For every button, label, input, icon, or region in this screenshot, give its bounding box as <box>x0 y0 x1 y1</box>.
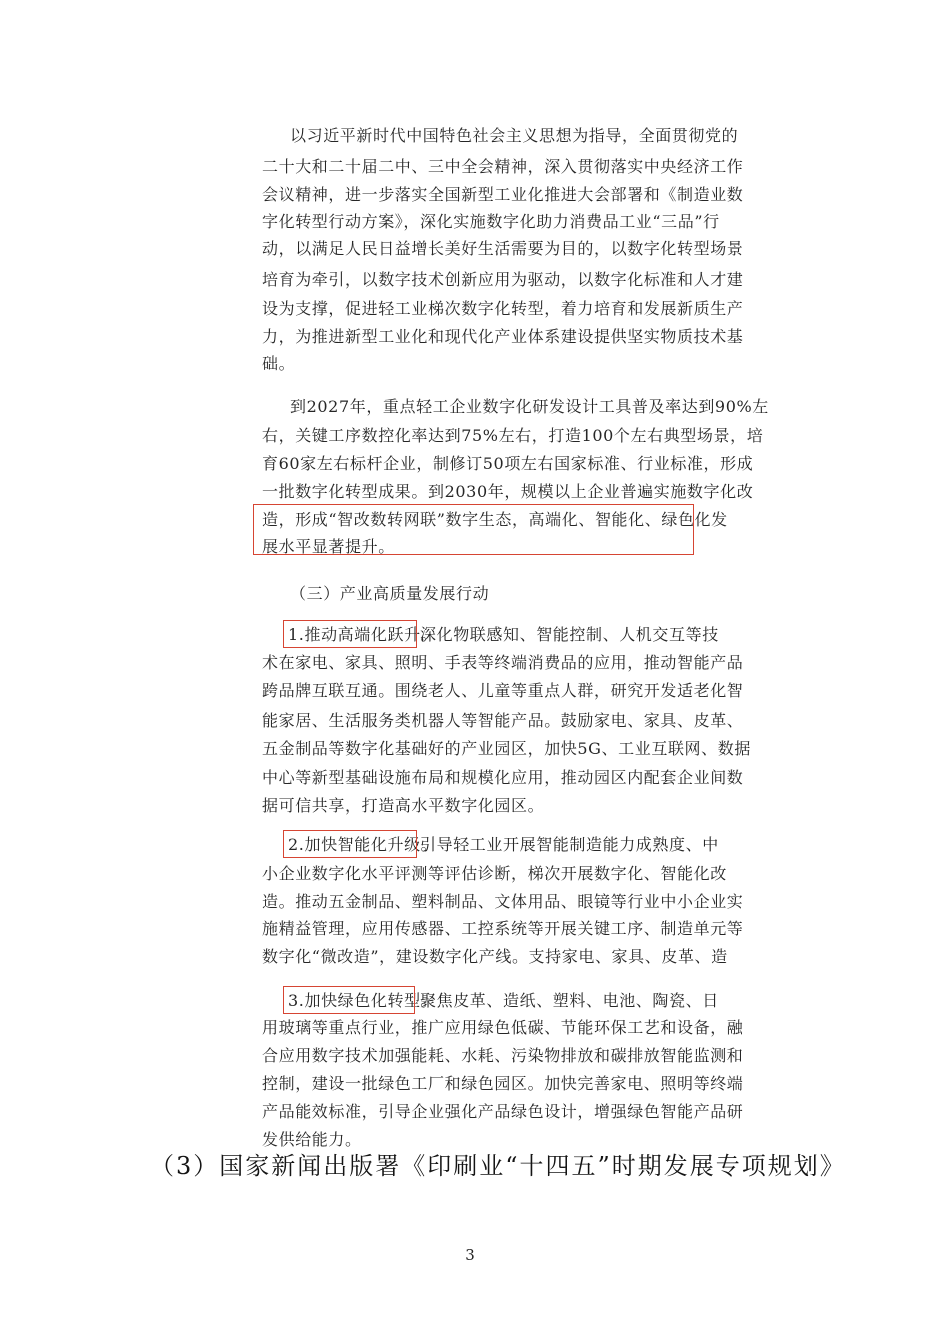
text-line: 术在家电、家具、照明、手表等终端消费品的应用，推动智能产品 <box>262 653 744 672</box>
text-line: 础。 <box>262 354 296 373</box>
text-line: 动，以满足人民日益增长美好生活需要为目的，以数字化转型场景 <box>262 239 744 258</box>
item-label: 3.加快绿色化转型。 <box>288 991 438 1010</box>
text-line: 小企业数字化水平评测等评估诊断，梯次开展数字化、智能化改 <box>262 864 727 883</box>
text-line: 跨品牌互联互通。围绕老人、儿童等重点人群，研究开发适老化智 <box>262 681 744 700</box>
item-label: 2.加快智能化升级。 <box>288 835 438 854</box>
text-line: 一批数字化转型成果。到2030年，规模以上企业普遍实施数字化改 <box>262 482 754 501</box>
text-line: 到2027年，重点轻工企业数字化研发设计工具普及率达到90%左 <box>290 397 769 416</box>
text-line: 发供给能力。 <box>262 1130 362 1149</box>
highlight-box <box>283 830 417 858</box>
highlight-box <box>283 986 415 1014</box>
text-line: 二十大和二十届二中、三中全会精神，深入贯彻落实中央经济工作 <box>262 157 744 176</box>
highlight-box <box>253 504 694 555</box>
section-heading: （三）产业高质量发展行动 <box>290 584 490 603</box>
text-line: 能家居、生活服务类机器人等智能产品。鼓励家电、家具、皮革、 <box>262 711 744 730</box>
text-line: 合应用数字技术加强能耗、水耗、污染物排放和碳排放智能监测和 <box>262 1046 744 1065</box>
item-label: 1.推动高端化跃升。 <box>288 625 438 644</box>
text-line: 施精益管理，应用传感器、工控系统等开展关键工序、制造单元等 <box>262 919 744 938</box>
page-number: 3 <box>465 1246 475 1264</box>
text-line: 会议精神，进一步落实全国新型工业化推进大会部署和《制造业数 <box>262 185 744 204</box>
text-line: 用玻璃等重点行业，推广应用绿色低碳、节能环保工艺和设备，融 <box>262 1018 744 1037</box>
text-line: 五金制品等数字化基础好的产业园区，加快5G、工业互联网、数据 <box>262 739 751 758</box>
text-line: 中心等新型基础设施布局和规模化应用，推动园区内配套企业间数 <box>262 768 744 787</box>
text-line: 培育为牵引，以数字技术创新应用为驱动，以数字化标准和人才建 <box>262 270 744 289</box>
text-line: 字化转型行动方案》，深化实施数字化助力消费品工业“三品”行 <box>262 212 720 231</box>
text-line: 引导轻工业开展智能制造能力成熟度、中 <box>420 835 719 854</box>
highlight-box <box>283 620 417 648</box>
text-line: 力，为推进新型工业化和现代化产业体系建设提供坚实物质技术基 <box>262 327 744 346</box>
text-line: 控制，建设一批绿色工厂和绿色园区。加快完善家电、照明等终端 <box>262 1074 744 1093</box>
text-line: 产品能效标准，引导企业强化产品绿色设计，增强绿色智能产品研 <box>262 1102 744 1121</box>
text-line: 育60家左右标杆企业，制修订50项左右国家标准、行业标准，形成 <box>262 454 754 473</box>
text-line: 造。推动五金制品、塑料制品、文体用品、眼镜等行业中小企业实 <box>262 892 744 911</box>
text-line: 展水平显著提升。 <box>262 537 395 556</box>
text-line: 右，关键工序数控化率达到75%左右，打造100个左右典型场景，培 <box>262 426 764 445</box>
text-line: 数字化“微改造”，建设数字化产线。支持家电、家具、皮革、造 <box>262 947 728 966</box>
text-line: 据可信共享，打造高水平数字化园区。 <box>262 796 545 815</box>
text-line: 造，形成“智改数转网联”数字生态，高端化、智能化、绿色化发 <box>262 510 728 529</box>
text-line: 聚焦皮革、造纸、塑料、电池、陶瓷、日 <box>420 991 719 1010</box>
text-line: 设为支撑，促进轻工业梯次数字化转型，着力培育和发展新质生产 <box>262 299 744 318</box>
text-line: 以习近平新时代中国特色社会主义思想为指导，全面贯彻党的 <box>290 126 739 145</box>
figure-caption: （3）国家新闻出版署《印刷业“十四五”时期发展专项规划》 <box>150 1152 846 1180</box>
text-line: 深化物联感知、智能控制、人机交互等技 <box>420 625 719 644</box>
